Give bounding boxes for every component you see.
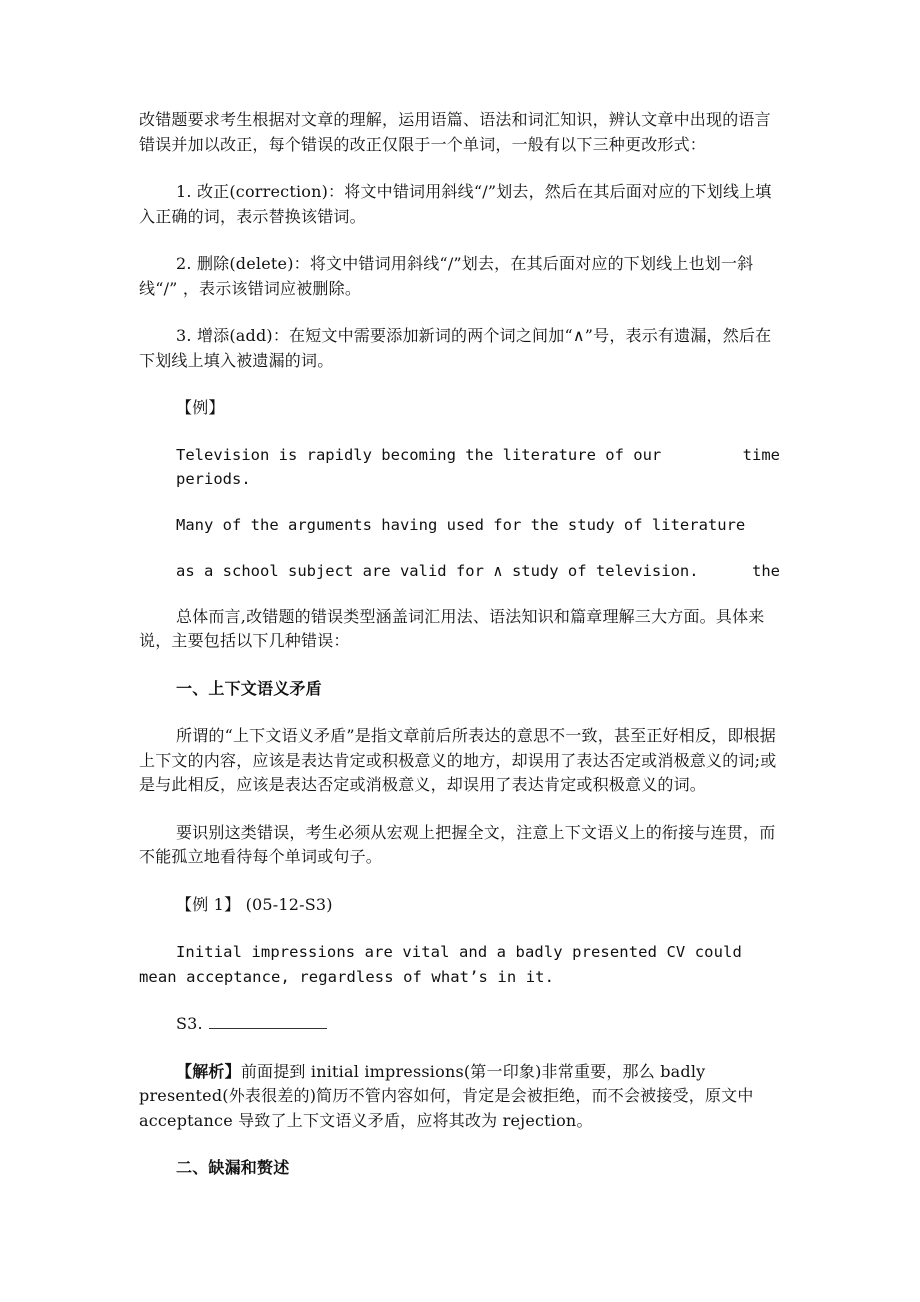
- rule-number: 3.: [176, 326, 197, 345]
- rule-text: 增添(add)：在短文中需要添加新词的两个词之间加“∧”号，表示有遗漏，然后在下划线上填入被遗漏的词。: [139, 326, 772, 370]
- answer-blank: [209, 1014, 327, 1029]
- answer-line: [139, 1012, 784, 1037]
- example-label: 【例】: [176, 398, 225, 417]
- section-heading-2: 二、缺漏和赘述: [176, 1158, 290, 1177]
- example-answer: [780, 513, 784, 537]
- example-line-2: [139, 513, 784, 537]
- answer-label: S3.: [176, 1014, 203, 1033]
- rule-number: 2.: [176, 254, 197, 273]
- section1-paragraph-1: 所谓的“上下文语义矛盾”是指文章前后所表达的意思不一致，甚至正好相反，即根据上下文的内容，应该是表达肯定或积极意义的地方，却误用了表达否定或消极意义的词;或是与此相反，应该是表达否定或消极意义，却误用了表达肯定或积极意义的词。: [139, 726, 777, 794]
- example-answer: time: [742, 445, 780, 464]
- example-sentence: Many of the arguments having used for the study of literature: [176, 515, 746, 534]
- example-1-sentence: Initial impressions are vital and a badly presented CV could mean acceptance, regardless of what’s in it.: [139, 943, 742, 986]
- analysis-label: 【解析】: [176, 1061, 241, 1081]
- example-1-heading: [139, 893, 784, 918]
- document-page: [139, 108, 784, 1181]
- intro-paragraph: 改错题要求考生根据对文章的理解，运用语篇、语法和词汇知识，辨认文章中出现的语言错误并加以改正，每个错误的改正仅限于一个单词，一般有以下三种更改形式：: [139, 110, 771, 154]
- example-1-ref: (05-12-S3): [240, 894, 333, 914]
- example-answer: the: [752, 561, 780, 580]
- section-heading-1: 一、上下文语义矛盾: [176, 678, 322, 698]
- rule-number: 1.: [176, 182, 197, 201]
- example-sentence: as a school subject are valid for ∧ study of television.: [176, 561, 699, 580]
- example-sentence: Television is rapidly becoming the literature of our periods.: [176, 445, 662, 488]
- example-1-label: 【例 1】: [176, 894, 241, 914]
- rule-add: [139, 324, 784, 373]
- example-line-1: [139, 443, 784, 491]
- analysis-text: 前面提到 initial impressions(第一印象)非常重要，那么 badly presented(外表很差的)简历不管内容如何，肯定是会被拒绝，而不会被接受，原文中 acceptance 导致了上下文语义矛盾，应将其改为 rejection。: [139, 1061, 754, 1130]
- summary-paragraph: 总体而言,改错题的错误类型涵盖词汇用法、语法知识和篇章理解三大方面。具体来说，主要包括以下几种错误：: [139, 606, 765, 650]
- rule-text: 改正(correction)：将文中错词用斜线“/”划去，然后在其后面对应的下划线上填入正确的词，表示替换该错词。: [139, 182, 772, 226]
- example-line-3: [139, 559, 784, 583]
- rule-delete: [139, 252, 784, 301]
- rule-text: 删除(delete)：将文中错词用斜线“/”划去，在其后面对应的下划线上也划一斜线“/” ，表示该错词应被删除。: [139, 254, 754, 298]
- section1-paragraph-2: 要识别这类错误，考生必须从宏观上把握全文，注意上下文语义上的衔接与连贯，而不能孤立地看待每个单词或句子。: [139, 822, 776, 866]
- rule-correction: [139, 180, 784, 229]
- analysis-paragraph: [139, 1060, 784, 1134]
